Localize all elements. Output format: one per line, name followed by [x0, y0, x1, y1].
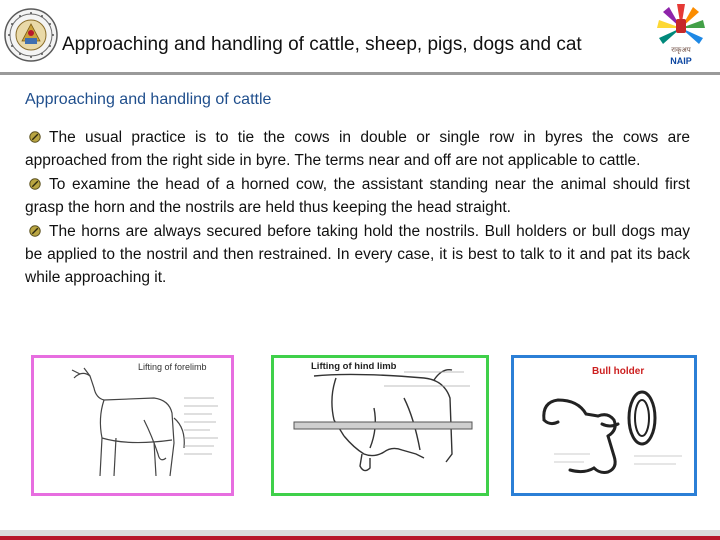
header-title: Approaching and handling of cattle, sheep, pigs, dogs and cat [62, 34, 582, 55]
figure-bull-holder [511, 355, 697, 496]
paragraph-3 [25, 220, 690, 290]
footer-accent-line [0, 536, 720, 540]
university-seal-icon [4, 8, 58, 62]
paragraph-text: The usual practice is to tie the cows in double or single row in byres the cows are approached from the right side in byre. The terms near and off are not applicable to cattle. [25, 129, 690, 170]
cow-hindlimb-illustration [274, 358, 486, 493]
paragraph-text: The horns are always secured before taking hold the nostrils. Bull holders or bull dogs may be applied to the nostril and then restrained. In every case, it is best to talk to it and pat its back while approaching it. [25, 222, 690, 287]
bull-holder-illustration [514, 358, 694, 493]
body-text [25, 126, 690, 290]
bullet-icon [29, 131, 41, 143]
slide-header [0, 0, 720, 70]
naip-hindi-text: राकृअप [671, 46, 691, 54]
paragraph-text: To examine the head of a horned cow, the assistant standing near the animal should first grasp the horn and the nostrils are held thus keeping the head straight. [25, 175, 690, 217]
cow-forelimb-illustration [34, 358, 231, 493]
naip-logo-text: NAIP [670, 56, 692, 66]
bullet-icon [29, 178, 41, 190]
figure-caption: Lifting of forelimb [138, 362, 207, 372]
figure-caption: Bull holder [592, 366, 645, 377]
paragraph-1 [25, 126, 690, 173]
figure-lifting-forelimb [31, 355, 234, 496]
section-title: Approaching and handling of cattle [25, 91, 272, 108]
figure-caption: Lifting of hind limb [311, 361, 397, 372]
naip-logo-icon [646, 2, 716, 68]
header-divider [0, 72, 720, 75]
bullet-icon [29, 225, 41, 237]
paragraph-2 [25, 173, 690, 220]
figure-lifting-hindlimb [271, 355, 489, 496]
